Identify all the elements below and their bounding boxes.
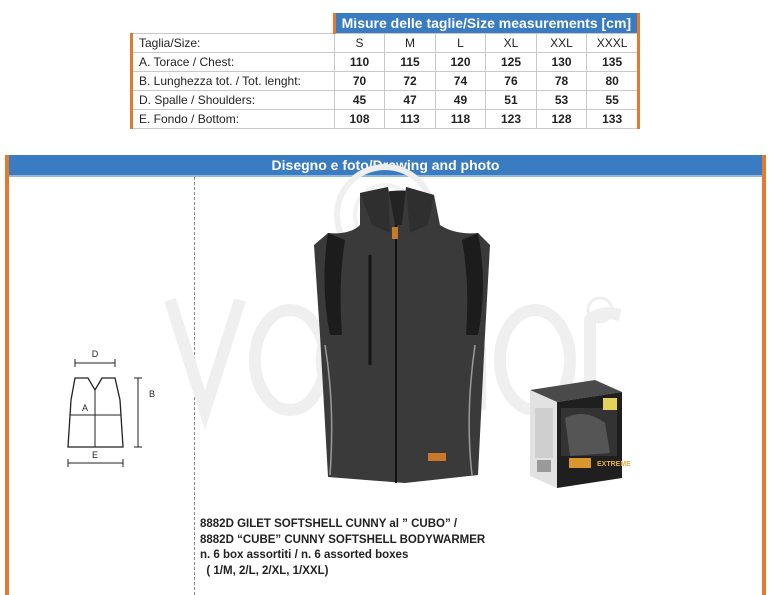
table-row (132, 53, 639, 72)
dimension-b-label: B (148, 389, 156, 399)
table-cell: 78 (536, 72, 587, 91)
size-header-cell: XL (486, 34, 537, 53)
table-row (132, 91, 639, 110)
size-header-label: Taglia/Size: (132, 34, 335, 53)
description-line: ( 1/M, 2/L, 2/XL, 1/XXL) (200, 564, 329, 577)
table-cell: 51 (486, 91, 537, 110)
size-header-cell: XXXL (587, 34, 639, 53)
table-cell: 45 (334, 91, 385, 110)
size-header-cell: M (385, 34, 435, 53)
size-table-title-row (132, 13, 639, 34)
table-cell: 70 (334, 72, 385, 91)
box-brand-text: EXTREME (597, 461, 631, 468)
dimension-e-label: E (91, 450, 99, 460)
brand-logo (428, 453, 446, 461)
product-description (200, 517, 485, 579)
table-row (132, 110, 639, 129)
table-cell: 47 (385, 91, 435, 110)
table-cell: 125 (486, 53, 537, 72)
size-header-cell: XXL (536, 34, 587, 53)
table-cell: 135 (587, 53, 639, 72)
table-cell: 74 (435, 72, 486, 91)
size-table (130, 13, 640, 129)
row-label: E. Fondo / Bottom: (132, 110, 335, 129)
table-cell: 108 (334, 110, 385, 129)
size-table-title: Misure delle taglie/Size measurements [cm] (334, 13, 638, 34)
table-cell: 72 (385, 72, 435, 91)
table-cell: 113 (385, 110, 435, 129)
row-label: B. Lunghezza tot. / Tot. lenght: (132, 72, 335, 91)
size-header-cell: L (435, 34, 486, 53)
table-cell: 110 (334, 53, 385, 72)
size-header-cell: S (334, 34, 385, 53)
description-line: 8882D GILET SOFTSHELL CUNNY al ” CUBO” / (200, 518, 458, 530)
table-cell: 123 (486, 110, 537, 129)
table-cell: 118 (435, 110, 486, 129)
drawing-title: Disegno e foto/Drawing and photo (9, 155, 762, 175)
zipper-pull (392, 227, 398, 239)
table-cell: 130 (536, 53, 587, 72)
table-cell: 120 (435, 53, 486, 72)
dimension-a-label: A (81, 403, 89, 413)
description-line: 8882D “CUBE” CUNNY SOFTSHELL BODYWARMER (200, 533, 486, 546)
table-cell: 49 (435, 91, 486, 110)
row-label: A. Torace / Chest: (132, 53, 335, 72)
vest-product-photo (310, 185, 500, 485)
size-header-row (132, 34, 639, 53)
table-cell: 80 (587, 72, 639, 91)
table-row (132, 72, 639, 91)
dimension-d-label: D (91, 349, 99, 359)
table-cell: 55 (587, 91, 639, 110)
description-line: n. 6 box assortiti / n. 6 assorted boxes (200, 549, 409, 561)
table-cell: 76 (486, 72, 537, 91)
table-cell: 53 (536, 91, 587, 110)
vest-schematic (60, 345, 170, 475)
product-box-photo (525, 378, 631, 490)
table-cell: 133 (587, 110, 639, 129)
row-label: D. Spalle / Shoulders: (132, 91, 335, 110)
table-cell: 115 (385, 53, 435, 72)
table-cell: 128 (536, 110, 587, 129)
